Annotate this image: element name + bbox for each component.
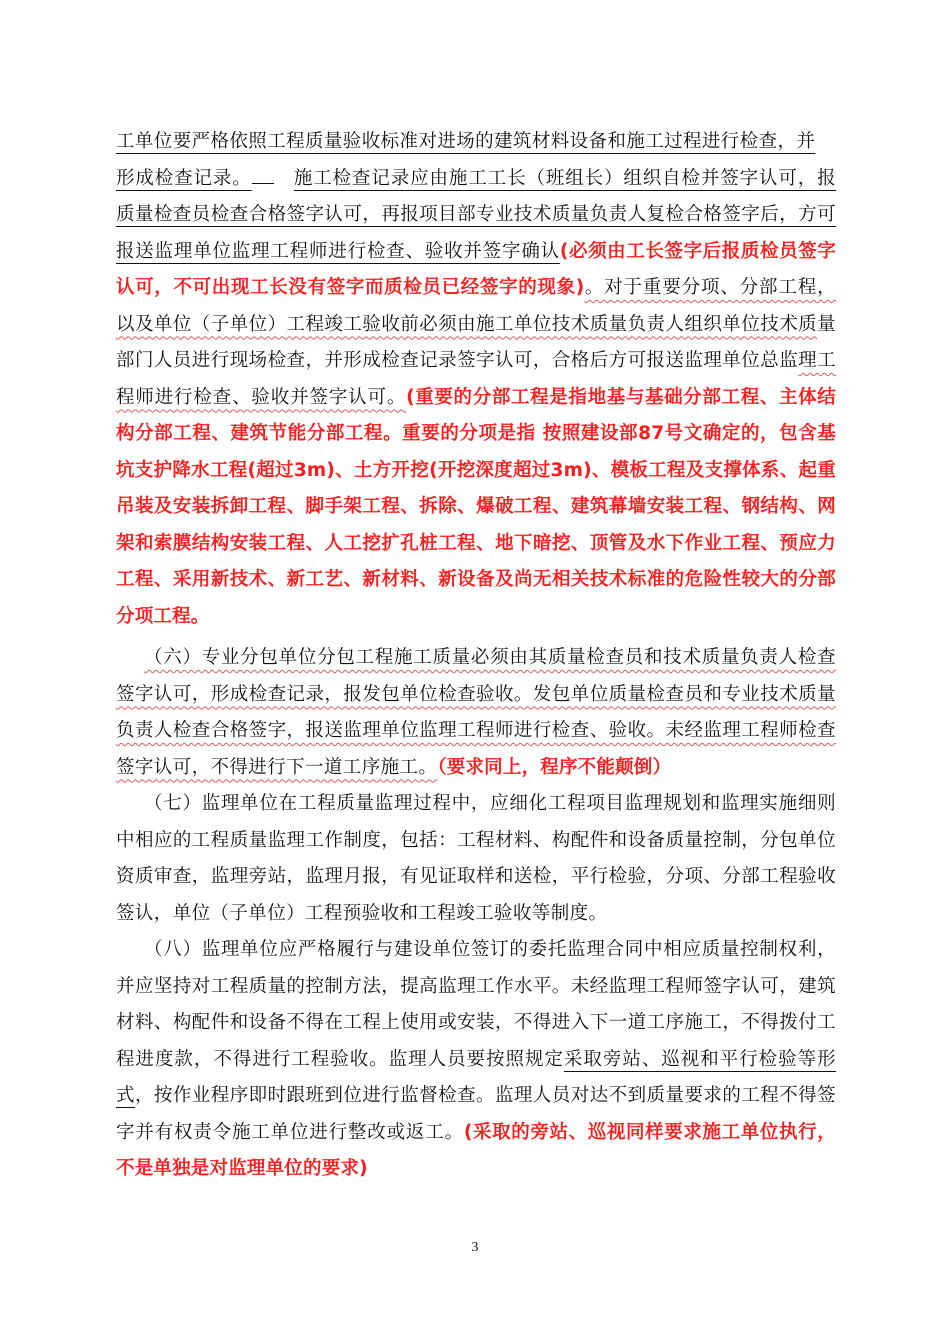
underlined-text: 报送监理单位监理工程师进行检查、验收并签字确认 <box>116 240 560 262</box>
body-text: 量部门人员进行现场检查，并形成检查记录签字认可，合格后方可报送监理单位总监 <box>116 313 836 371</box>
paragraph-eight <box>116 932 836 1188</box>
red-annotation: (重要的分部工程是指地基与基础分部工程、主体结构分部工程、建筑节能分部工程。重要的分项是指 按照建设部87号文确定的，包含基坑支护降水工程(超过3m)、土方开挖(开挖深度超过3m)、模板工程及支撑体系、起重吊装及安装拆卸工程、脚手架工程、拆除、爆破工程、建筑幕墙安装工程、钢结构、网架和索膜结构安装工程、人工挖扩孔桩工程、地下暗挖、顶管及水下作业工程、预应力工程、采用新技术、新工艺、新材料、新设备及尚无相关技术标准的危险性较大的分部分项工程。 <box>116 386 836 627</box>
paragraph-seven <box>116 786 836 932</box>
wavy-text: 理工程师进行检查、验收并签字认可。 <box>116 350 836 408</box>
red-annotation: (必须由工长签字后报质检员签字认可，不可出现工长没有签字而质检员已经签字的现象) <box>116 240 836 298</box>
red-annotation: (采取的旁站、巡视同样要求施工单位执行，不是单独是对监理单位的要求) <box>116 1121 836 1179</box>
wavy-text: （六）专业分包单位分包工程施工质量必须由其质量检查员和技术质量负责人检查签字认可，形成检查记录，报发包单位检查验收。发包单位质量检查员和专业技术质量负责人检查合格签字，报送监理单位监理工程师进行检查、验收。未经监理工程师检查签字认可，不得进行下一道工序施工。 <box>116 647 836 778</box>
underlined-text: 工单位要严格依照工程质量验收标准对进场的建筑材料设备和施工过程进行检查，并 <box>116 131 816 152</box>
body-text: （七）监理单位在工程质量监理过程中，应细化工程项目监理规划和监理实施细则中相应的工程质量监理工作制度，包括：工程材料、构配件和设备质量控制，分包单位资质审查，监理旁站，监理月报，有见证取样和送检，平行检验，分项、分部工程验收签认，单位（子单位）工程预验收和工程竣工验收等制度。 <box>116 793 836 924</box>
underlined-text: 形成检查记录。 <box>116 167 252 189</box>
wavy-text: 。对于重要分项、分部工程，以及单位（子单位）工程竣工验收前必须由施工单位技术质量负责人组织单位技术质 <box>116 277 836 335</box>
underlined-text: 量检查员检查合格签字认可，再报项目部专业技术质量负责人复检合格签字后，方可 <box>134 204 836 225</box>
body-text: ，按作业程序即时跟班到位进行监督检查。监理人员对达不到质量要求的工程不得签字并有权责令施工单位进行整改或返工。 <box>116 1085 836 1143</box>
page-number: 3 <box>471 1240 479 1255</box>
paragraph-inspection-records <box>116 124 836 635</box>
underlined-text: 采取旁站、巡视和平行检验等形式 <box>116 1048 836 1106</box>
red-annotation: （要求同上，程序不能颠倒） <box>437 756 672 778</box>
paragraph-six <box>116 640 836 786</box>
body-text: （八）监理单位应严格履行与建设单位签订的委托监理合同中相应质量控制权利，并应坚持对工程质量的控制方法，提高监理工作水平。未经监理工程师签字认可，建筑材料、构配件和设备不得在工程上使用或安装，不得进入下一道工序施工，不得拨付工程进度款，不得进行工程验收。监理人员要按照规定 <box>116 939 836 1070</box>
underline-gap <box>252 182 274 184</box>
underlined-text: 施工检查记录应由施工工长（班组长）组织自检并签字认可，报质 <box>116 167 836 225</box>
